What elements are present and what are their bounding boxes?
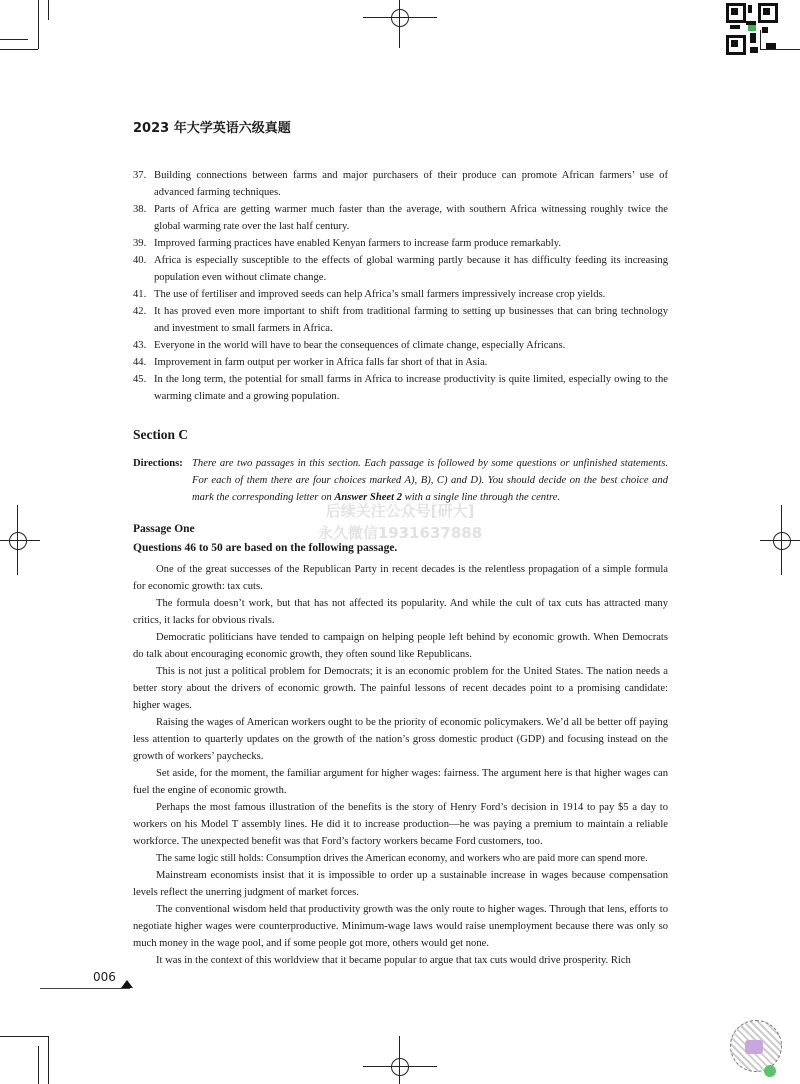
directions-text bbox=[192, 455, 668, 506]
question-number: 39. bbox=[133, 238, 147, 249]
passage-paragraph: This is not just a political problem for Democrats; it is an economic problem for the United States. The nation needs a better story about the drivers of economic growth. The painful lessons of recent decades point to a promising candidate: higher wages. bbox=[133, 666, 668, 711]
crop-mark bbox=[38, 1046, 39, 1084]
registration-mark bbox=[760, 540, 800, 541]
question-number: 41. bbox=[133, 289, 147, 300]
passage-paragraph: The formula doesn’t work, but that has not affected its popularity. And while the cult of tax cuts has attracted many critics, it lacks for obvious rivals. bbox=[133, 598, 668, 626]
question-number: 38. bbox=[133, 204, 147, 215]
question-text: Improved farming practices have enabled Kenyan farmers to increase farm produce remarkably. bbox=[154, 238, 561, 249]
crop-mark bbox=[38, 0, 39, 49]
question-item bbox=[133, 235, 668, 252]
registration-mark bbox=[773, 532, 791, 550]
question-item bbox=[133, 337, 668, 354]
question-item bbox=[133, 354, 668, 371]
directions-text-part: There are two passages in this section. Each passage is followed by some questions or unfinished statements. For each of them there are four choices marked A), B), C) and D). You should decide on the best choice and mark the corresponding letter on bbox=[192, 458, 668, 503]
qr-code bbox=[726, 3, 778, 55]
page-number-rule bbox=[40, 988, 130, 989]
passage-title: Passage One bbox=[133, 523, 195, 535]
wechat-icon bbox=[764, 1065, 776, 1077]
question-number: 37. bbox=[133, 170, 147, 181]
passage-paragraph: Mainstream economists insist that it is impossible to order up a sustainable increase in wages because compensation levels reflect the unerring judgment of market forces. bbox=[133, 870, 668, 898]
question-item bbox=[133, 252, 668, 286]
passage-paragraph: The conventional wisdom held that productivity growth was the only route to higher wages. Through that lens, efforts to negotiate higher wages were counterproductive. Minimum-wage laws would raise unemployment because there was only so much money in the wage pool, and if some people got more, others would get none. bbox=[133, 904, 668, 949]
passage-paragraph: It was in the context of this worldview that it became popular to argue that tax cuts would drive prosperity. Rich bbox=[156, 955, 631, 966]
section-title: Section C bbox=[133, 427, 189, 442]
directions-text-part: with a single line through the centre. bbox=[402, 492, 561, 503]
question-text: Parts of Africa are getting warmer much faster than the average, with southern Africa witnessing roughly twice the global warming rate over the last half century. bbox=[154, 204, 668, 232]
passage-paragraph: Raising the wages of American workers ought to be the priority of economic policymakers. We’d all be better off paying less attention to quarterly updates on the growth of the nation’s gross domestic product (GDP) and focusing instead on the growth of workers’ paychecks. bbox=[133, 717, 668, 762]
question-text: In the long term, the potential for small farms in Africa to increase productivity is quite limited, especially owing to the warming climate and a growing population. bbox=[154, 374, 668, 402]
question-number: 43. bbox=[133, 340, 147, 351]
question-item bbox=[133, 167, 668, 201]
question-number: 42. bbox=[133, 306, 147, 317]
crop-mark bbox=[48, 1036, 49, 1084]
avatar bbox=[745, 1040, 763, 1054]
question-text: Africa is especially susceptible to the effects of global warming partly because it has difficulty feeding its increasing population even without climate change. bbox=[154, 255, 668, 283]
question-text: The use of fertiliser and improved seeds can help Africa’s small farmers impressively increase crop yields. bbox=[154, 289, 606, 300]
question-number: 40. bbox=[133, 255, 147, 266]
registration-mark bbox=[399, 0, 400, 48]
question-list bbox=[133, 167, 668, 405]
registration-mark bbox=[17, 505, 18, 575]
triangle-up-icon bbox=[121, 980, 133, 988]
question-number: 44. bbox=[133, 357, 147, 368]
watermark-line: 后续关注公众号[研大] bbox=[325, 502, 475, 520]
crop-mark bbox=[0, 49, 38, 50]
question-text: Improvement in farm output per worker in Africa falls far short of that in Asia. bbox=[154, 357, 488, 368]
passage-paragraph: Set aside, for the moment, the familiar argument for higher wages: fairness. The argument here is that higher wages can fuel the engine of economic growth. bbox=[133, 768, 668, 796]
page-number: 006 bbox=[93, 970, 116, 984]
directions-label: Directions: bbox=[133, 458, 183, 469]
registration-mark bbox=[781, 505, 782, 575]
question-text: Building connections between farms and major purchasers of their produce can promote African farmers’ use of advanced farming techniques. bbox=[154, 170, 668, 198]
passage-paragraph: The same logic still holds: Consumption drives the American economy, and workers who are paid more can spend more. bbox=[156, 853, 648, 864]
page-header-title: 2023 年大学英语六级真题 bbox=[133, 121, 291, 136]
registration-mark bbox=[391, 1058, 409, 1076]
question-item bbox=[133, 201, 668, 235]
registration-mark bbox=[363, 17, 437, 18]
passage-body bbox=[133, 561, 668, 969]
question-text: Everyone in the world will have to bear the consequences of climate change, especially Africans. bbox=[154, 340, 566, 351]
crop-mark bbox=[0, 1036, 48, 1037]
question-number: 45. bbox=[133, 374, 147, 385]
answer-sheet-ref: Answer Sheet 2 bbox=[334, 492, 403, 503]
watermark-line: 永久微信1931637888 bbox=[317, 524, 483, 542]
question-text: It has proved even more important to shift from traditional farming to setting up businesses that can bring technology and investment to small farmers in Africa. bbox=[154, 306, 668, 334]
passage-paragraph: Perhaps the most famous illustration of the benefits is the story of Henry Ford’s decision in 1914 to pay $5 a day to workers on his Model T assembly lines. He did it to increase production—he was paying a premium to maintain a reliable workforce. The unexpected benefit was that Ford’s factory workers became Ford customers, too. bbox=[133, 802, 668, 847]
passage-subtitle: Questions 46 to 50 are based on the following passage. bbox=[133, 542, 398, 554]
registration-mark bbox=[363, 1066, 437, 1067]
crop-mark bbox=[0, 39, 28, 40]
crop-mark bbox=[48, 0, 49, 20]
directions bbox=[133, 455, 668, 506]
passage-paragraph: Democratic politicians have tended to campaign on helping people left behind by economic growth. When Democrats do talk about encouraging economic growth, they often sound like Republicans. bbox=[133, 632, 668, 660]
registration-mark bbox=[391, 9, 409, 27]
passage-paragraph: One of the great successes of the Republican Party in recent decades is the relentless propagation of a simple formula for economic growth: tax cuts. bbox=[133, 564, 668, 592]
registration-mark bbox=[399, 1036, 400, 1084]
question-item bbox=[133, 286, 668, 303]
registration-mark bbox=[9, 532, 27, 550]
watermark bbox=[300, 500, 500, 544]
registration-mark bbox=[0, 540, 40, 541]
question-item bbox=[133, 371, 668, 405]
question-item bbox=[133, 303, 668, 337]
